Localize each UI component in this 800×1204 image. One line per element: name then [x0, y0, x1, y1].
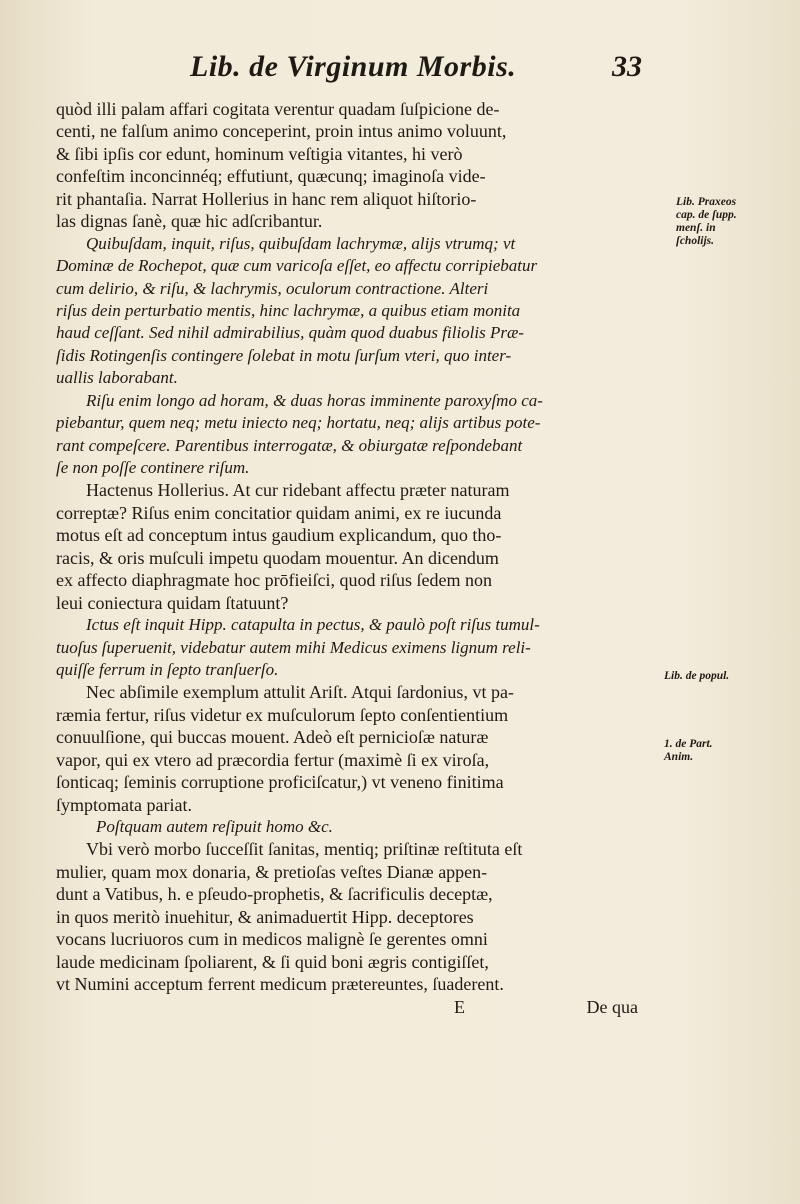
margin-note-de-part-anim	[664, 738, 713, 764]
text-line: ex affecto diaphragmate hoc prōfieiſci, quod riſus ſedem non	[56, 570, 493, 591]
margin-note-line: cap. de ſupp.	[676, 209, 737, 221]
margin-note-line: 1. de Part.	[664, 738, 713, 750]
text-line: centi, ne falſum animo conceperint, proin intus animo voluunt,	[56, 121, 507, 142]
signature-mark: E	[454, 996, 465, 1017]
page-number: 33	[612, 50, 642, 83]
catchword: De qua	[586, 996, 638, 1017]
catchword-line	[56, 996, 652, 1018]
margin-note-line: Lib. de popul.	[664, 670, 730, 682]
text-line: quiſſe ferrum in ſepto tranſuerſo.	[56, 659, 279, 679]
text-line: in quos meritò inuehitur, & animaduertit Hipp. deceptores	[56, 906, 474, 927]
text-line: leui coniectura quidam ſtatuunt?	[56, 592, 289, 613]
text-line: vapor, qui ex vtero ad præcordia fertur (maximè ſi ex viroſa,	[56, 749, 490, 770]
text-line: Poſtquam autem reſipuit homo &c.	[96, 817, 333, 836]
text-line: ſe non poſſe continere riſum.	[56, 458, 250, 477]
text-line: uallis laborabant.	[56, 368, 178, 388]
margin-note-line: Lib. Praxeos	[676, 196, 737, 208]
text-line: mulier, quam mox donaria, & pretioſas veſtes Dianæ appen-	[56, 861, 488, 882]
margin-note-line: ſcholijs.	[676, 235, 715, 247]
text-line: Quibuſdam, inquit, riſus, quibuſdam lachrymæ, alijs vtrumq; vt	[86, 233, 516, 253]
margin-note-de-popul	[664, 670, 729, 683]
text-line: dunt a Vatibus, h. e pſeudo-prophetis, & ſacrificulis deceptæ,	[56, 884, 493, 905]
text-line: Ictus eſt inquit Hipp. catapulta in pectus, & paulò poſt riſus tumul-	[86, 615, 540, 635]
text-line: Dominæ de Rochepot, quæ cum varicoſa eſſet, eo affectu corripiebatur	[56, 256, 538, 276]
text-line: Riſu enim longo ad horam, & duas horas imminente paroxyſmo ca-	[86, 390, 543, 410]
text-line: racis, & oris muſculi impetu quodam mouentur. An dicendum	[56, 547, 499, 568]
text-line: piebantur, quem neq; metu iniecto neq; hortatu, neq; alijs artibus pote-	[56, 413, 541, 433]
text-line: motus eſt ad conceptum intus gaudium explicandum, quo tho-	[56, 525, 502, 546]
text-line: ræmia fertur, riſus videtur ex muſculorum ſepto conſentientium	[56, 704, 509, 725]
text-line: ſonticaq; ſeminis corruptione proficiſcatur,) vt veneno finitima	[56, 772, 504, 793]
text-line: correptæ? Riſus enim concitatior quidam animi, ex re iucunda	[56, 502, 502, 523]
page-header	[0, 44, 800, 88]
text-line: haud ceſſant. Sed nihil admirabilius, quàm quod duabus filiolis Præ-	[56, 323, 524, 343]
text-line: Vbi verò morbo ſucceſſit ſanitas, mentiq; priſtinæ reſtituta eſt	[86, 839, 523, 860]
text-line: rant compeſcere. Parentibus interrogatæ, & obiurgatæ reſpondebant	[56, 435, 523, 455]
text-line: Hactenus Hollerius. At cur ridebant affectu præter naturam	[86, 480, 510, 501]
text-line: vt Numini acceptum ferrent medicum prætereuntes, ſuaderent.	[56, 974, 504, 995]
text-line: rit phantaſia. Narrat Hollerius in hanc rem aliquot hiſtorio-	[56, 188, 477, 209]
text-line: vocans lucriuoros cum in medicos malignè ſe gerentes omni	[56, 929, 488, 950]
margin-note-line: menſ. in	[676, 222, 716, 234]
text-line: las dignas ſanè, quæ hic adſcribantur.	[56, 211, 323, 232]
text-line: tuoſus ſuperuenit, videbatur autem mihi Medicus eximens lignum reli-	[56, 637, 531, 657]
running-title: Lib. de Virginum Morbis.	[190, 50, 517, 83]
text-line: conuulſione, qui buccas mouent. Adeò eſt pernicioſæ naturæ	[56, 727, 489, 748]
text-line: cum delirio, & riſu, & lachrymis, oculorum contractione. Alteri	[56, 278, 489, 298]
text-line: & ſibi ipſis cor edunt, hominum veſtigia vitantes, hi verò	[56, 143, 463, 164]
main-text-block	[56, 98, 652, 1018]
text-line: quòd illi palam affari cogitata verentur quadam ſuſpicione de-	[56, 99, 500, 119]
margin-note-praxeos	[676, 196, 737, 248]
text-line: Nec abſimile exemplum attulit Ariſt. Atqui ſardonius, vt pa-	[86, 682, 514, 703]
text-line: ſymptomata pariat.	[56, 794, 192, 815]
margin-note-line: Anim.	[664, 751, 694, 763]
text-line: laude medicinam ſpoliarent, & ſi quid boni ægris contigiſſet,	[56, 951, 489, 972]
text-line: riſus dein perturbatio mentis, hinc lachrymæ, a quibus etiam monita	[56, 300, 521, 320]
text-line: confeſtim inconcinnéq; effutiunt, quæcunq; imaginoſa vide-	[56, 166, 486, 187]
text-line: ſidis Rotingenſis contingere ſolebat in motu ſurſum vteri, quo inter-	[56, 345, 512, 365]
